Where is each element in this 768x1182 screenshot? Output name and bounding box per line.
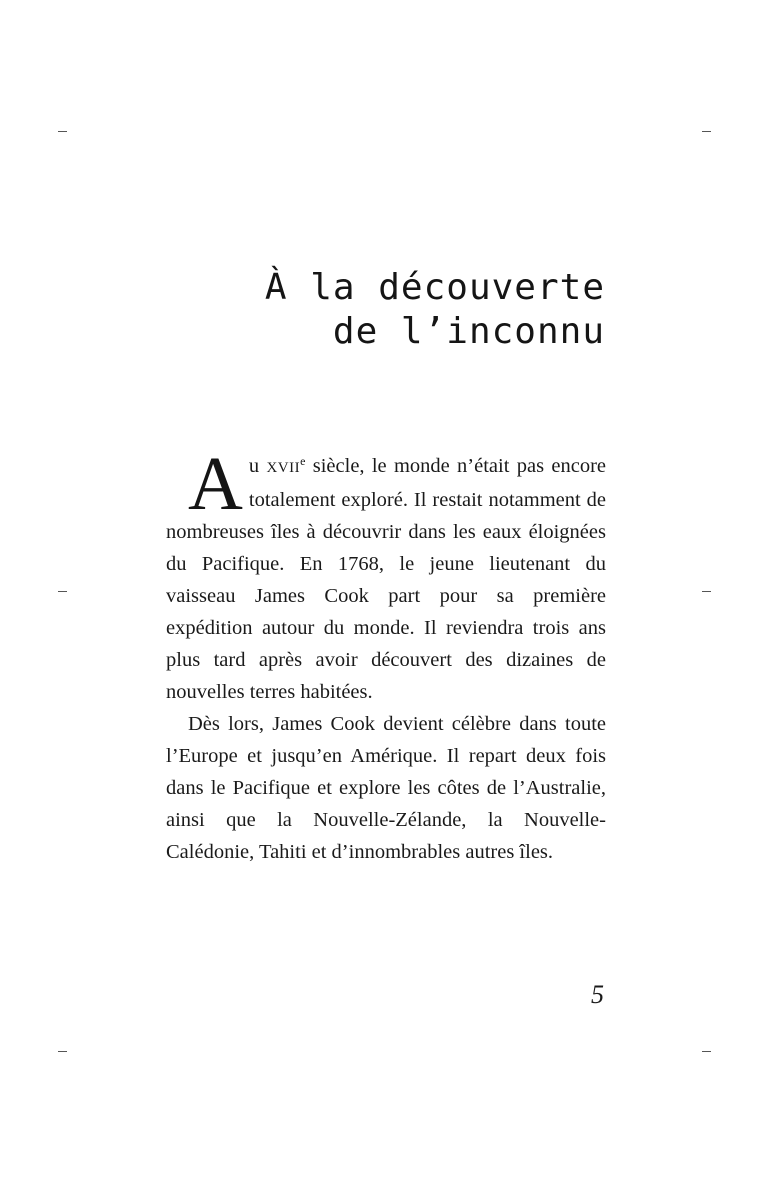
century-numeral: XVII: [266, 460, 301, 476]
paragraph-2: Dès lors, James Cook devient célèbre dans toute l’Europe et jusqu’en Amérique. Il repart deux fois dans le Pacifique et explore les côtes de l’Australie, ainsi que la Nouvelle-Zélande, la Nouvelle-Calédonie, Tahiti et d’innombrables autres îles.: [166, 713, 606, 863]
crop-mark-middle-right: [702, 591, 711, 592]
paragraph-1: [166, 442, 606, 708]
chapter-title-line-1: À la découverte: [264, 267, 605, 308]
chapter-title-line-2: de l’inconnu: [332, 311, 605, 352]
page-number: 5: [591, 980, 604, 1009]
crop-mark-middle-left: [58, 591, 67, 592]
body-text: [166, 442, 606, 868]
crop-mark-top-left: [58, 131, 67, 132]
chapter-title: [185, 266, 605, 354]
paragraph-1-rest: siècle, le monde n’était pas encore totalement exploré. Il restait notamment de nombreuses îles à découvrir dans les eaux éloignées du Pacifique. En 1768, le jeune lieutenant du vaisseau James Cook part pour sa première expédition autour du monde. Il reviendra trois ans plus tard après avoir découvert des dizaines de nouvelles terres habitées.: [166, 455, 606, 703]
crop-mark-top-right: [702, 131, 711, 132]
paragraph-1-start: u: [248, 455, 267, 477]
crop-mark-bottom-left: [58, 1051, 67, 1052]
century-suffix: e: [300, 454, 306, 468]
drop-cap: A: [188, 442, 243, 526]
crop-mark-bottom-right: [702, 1051, 711, 1052]
